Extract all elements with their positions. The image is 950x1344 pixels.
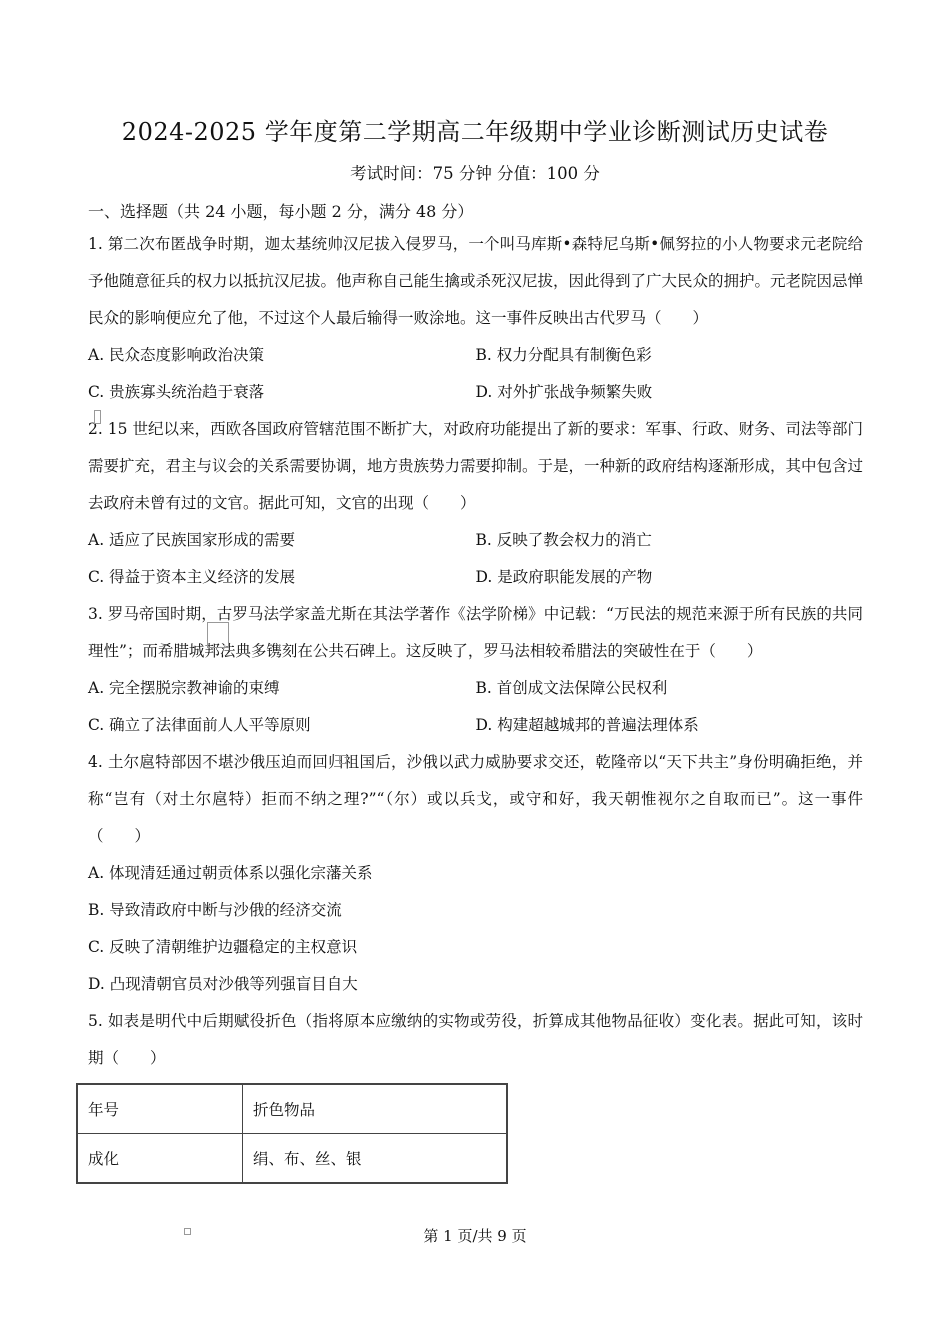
option-group (88, 337, 863, 411)
question-stem: 5. 如表是明代中后期赋役折色（指将原本应缴纳的实物或劳役，折算成其他物品征收）变化表。据此可知，该时期（ ） (88, 1012, 863, 1067)
question-5 (88, 1003, 863, 1184)
option-b: B. 导致清政府中断与沙俄的经济交流 (88, 901, 342, 919)
option-c: C. 反映了清朝维护边疆稳定的主权意识 (88, 938, 358, 956)
option-group (88, 670, 863, 744)
tax-table-wrapper (76, 1083, 863, 1184)
exam-info: 考试时间：75 分钟 分值：100 分 (350, 164, 600, 183)
table-cell: 绢、布、丝、银 (243, 1134, 508, 1184)
scan-artifact (207, 622, 229, 648)
question-stem: 4. 土尔扈特部因不堪沙俄压迫而回归祖国后，沙俄以武力威胁要求交还，乾隆帝以“天下共主”身份明确拒绝，并称“岂有（对土尔扈特）拒而不纳之理?”“（尔）或以兵戈，或守和好，我天朝惟视尔之自取而已”。这一事件（ ） (88, 753, 863, 845)
option-c: C. 确立了法律面前人人平等原则 (88, 716, 311, 734)
table-header-cell: 年号 (77, 1084, 243, 1134)
table-row (77, 1134, 507, 1184)
option-d: D. 是政府职能发展的产物 (475, 568, 653, 586)
option-a: A. 民众态度影响政治决策 (88, 346, 265, 364)
question-3 (88, 596, 863, 744)
option-a: A. 完全摆脱宗教神谕的束缚 (88, 679, 280, 697)
question-list (88, 226, 863, 1184)
option-c: C. 贵族寡头统治趋于衰落 (88, 383, 265, 401)
table-cell: 成化 (77, 1134, 243, 1184)
option-b: B. 权力分配具有制衡色彩 (475, 346, 652, 364)
option-b: B. 反映了教会权力的消亡 (475, 531, 652, 549)
scan-artifact (94, 410, 101, 424)
option-d: D. 对外扩张战争频繁失败 (475, 383, 653, 401)
option-a: A. 适应了民族国家形成的需要 (88, 531, 296, 549)
page-title: 2024-2025 学年度第二学期高二年级期中学业诊断测试历史试卷 (121, 118, 829, 146)
option-d: D. 构建超越城邦的普遍法理体系 (475, 716, 699, 734)
section-heading: 一、选择题（共 24 小题，每小题 2 分，满分 48 分） (88, 202, 474, 221)
question-stem: 2. 15 世纪以来，西欧各国政府管辖范围不断扩大，对政府功能提出了新的要求：军事、行政、财务、司法等部门需要扩充，君主与议会的关系需要协调，地方贵族势力需要抑制。于是，一种新的政府结构逐渐形成，其中包含过去政府未曾有过的文官。据此可知，文官的出现（ ） (88, 420, 864, 512)
option-a: A. 体现清廷通过朝贡体系以强化宗藩关系 (88, 864, 373, 882)
question-stem: 3. 罗马帝国时期，古罗马法学家盖尤斯在其法学著作《法学阶梯》中记载：“万民法的规范来源于所有民族的共同理性”；而希腊城邦法典多镌刻在公共石碑上。这反映了，罗马法相较希腊法的突破性在于（ ） (88, 605, 863, 660)
option-group (88, 522, 863, 596)
question-stem: 1. 第二次布匿战争时期，迦太基统帅汉尼拔入侵罗马，一个叫马库斯•森特尼乌斯•佩努拉的小人物要求元老院给予他随意征兵的权力以抵抗汉尼拔。他声称自己能生擒或杀死汉尼拔，因此得到了广大民众的拥护。元老院因忌惮民众的影响便应允了他，不过这个人最后输得一败涂地。这一事件反映出古代罗马（ ） (88, 235, 864, 327)
table-header-row (77, 1084, 507, 1134)
option-b: B. 首创成文法保障公民权利 (475, 679, 668, 697)
option-group (88, 855, 863, 1003)
option-d: D. 凸现清朝官员对沙俄等列强盲目自大 (88, 975, 358, 993)
table-header-cell: 折色物品 (243, 1084, 508, 1134)
question-1 (88, 226, 863, 411)
tax-table (76, 1083, 508, 1184)
page-footer: 第 1 页/共 9 页 (423, 1227, 527, 1245)
scan-artifact (339, 755, 347, 764)
question-2 (88, 411, 863, 596)
question-4 (88, 744, 863, 1003)
option-c: C. 得益于资本主义经济的发展 (88, 568, 296, 586)
